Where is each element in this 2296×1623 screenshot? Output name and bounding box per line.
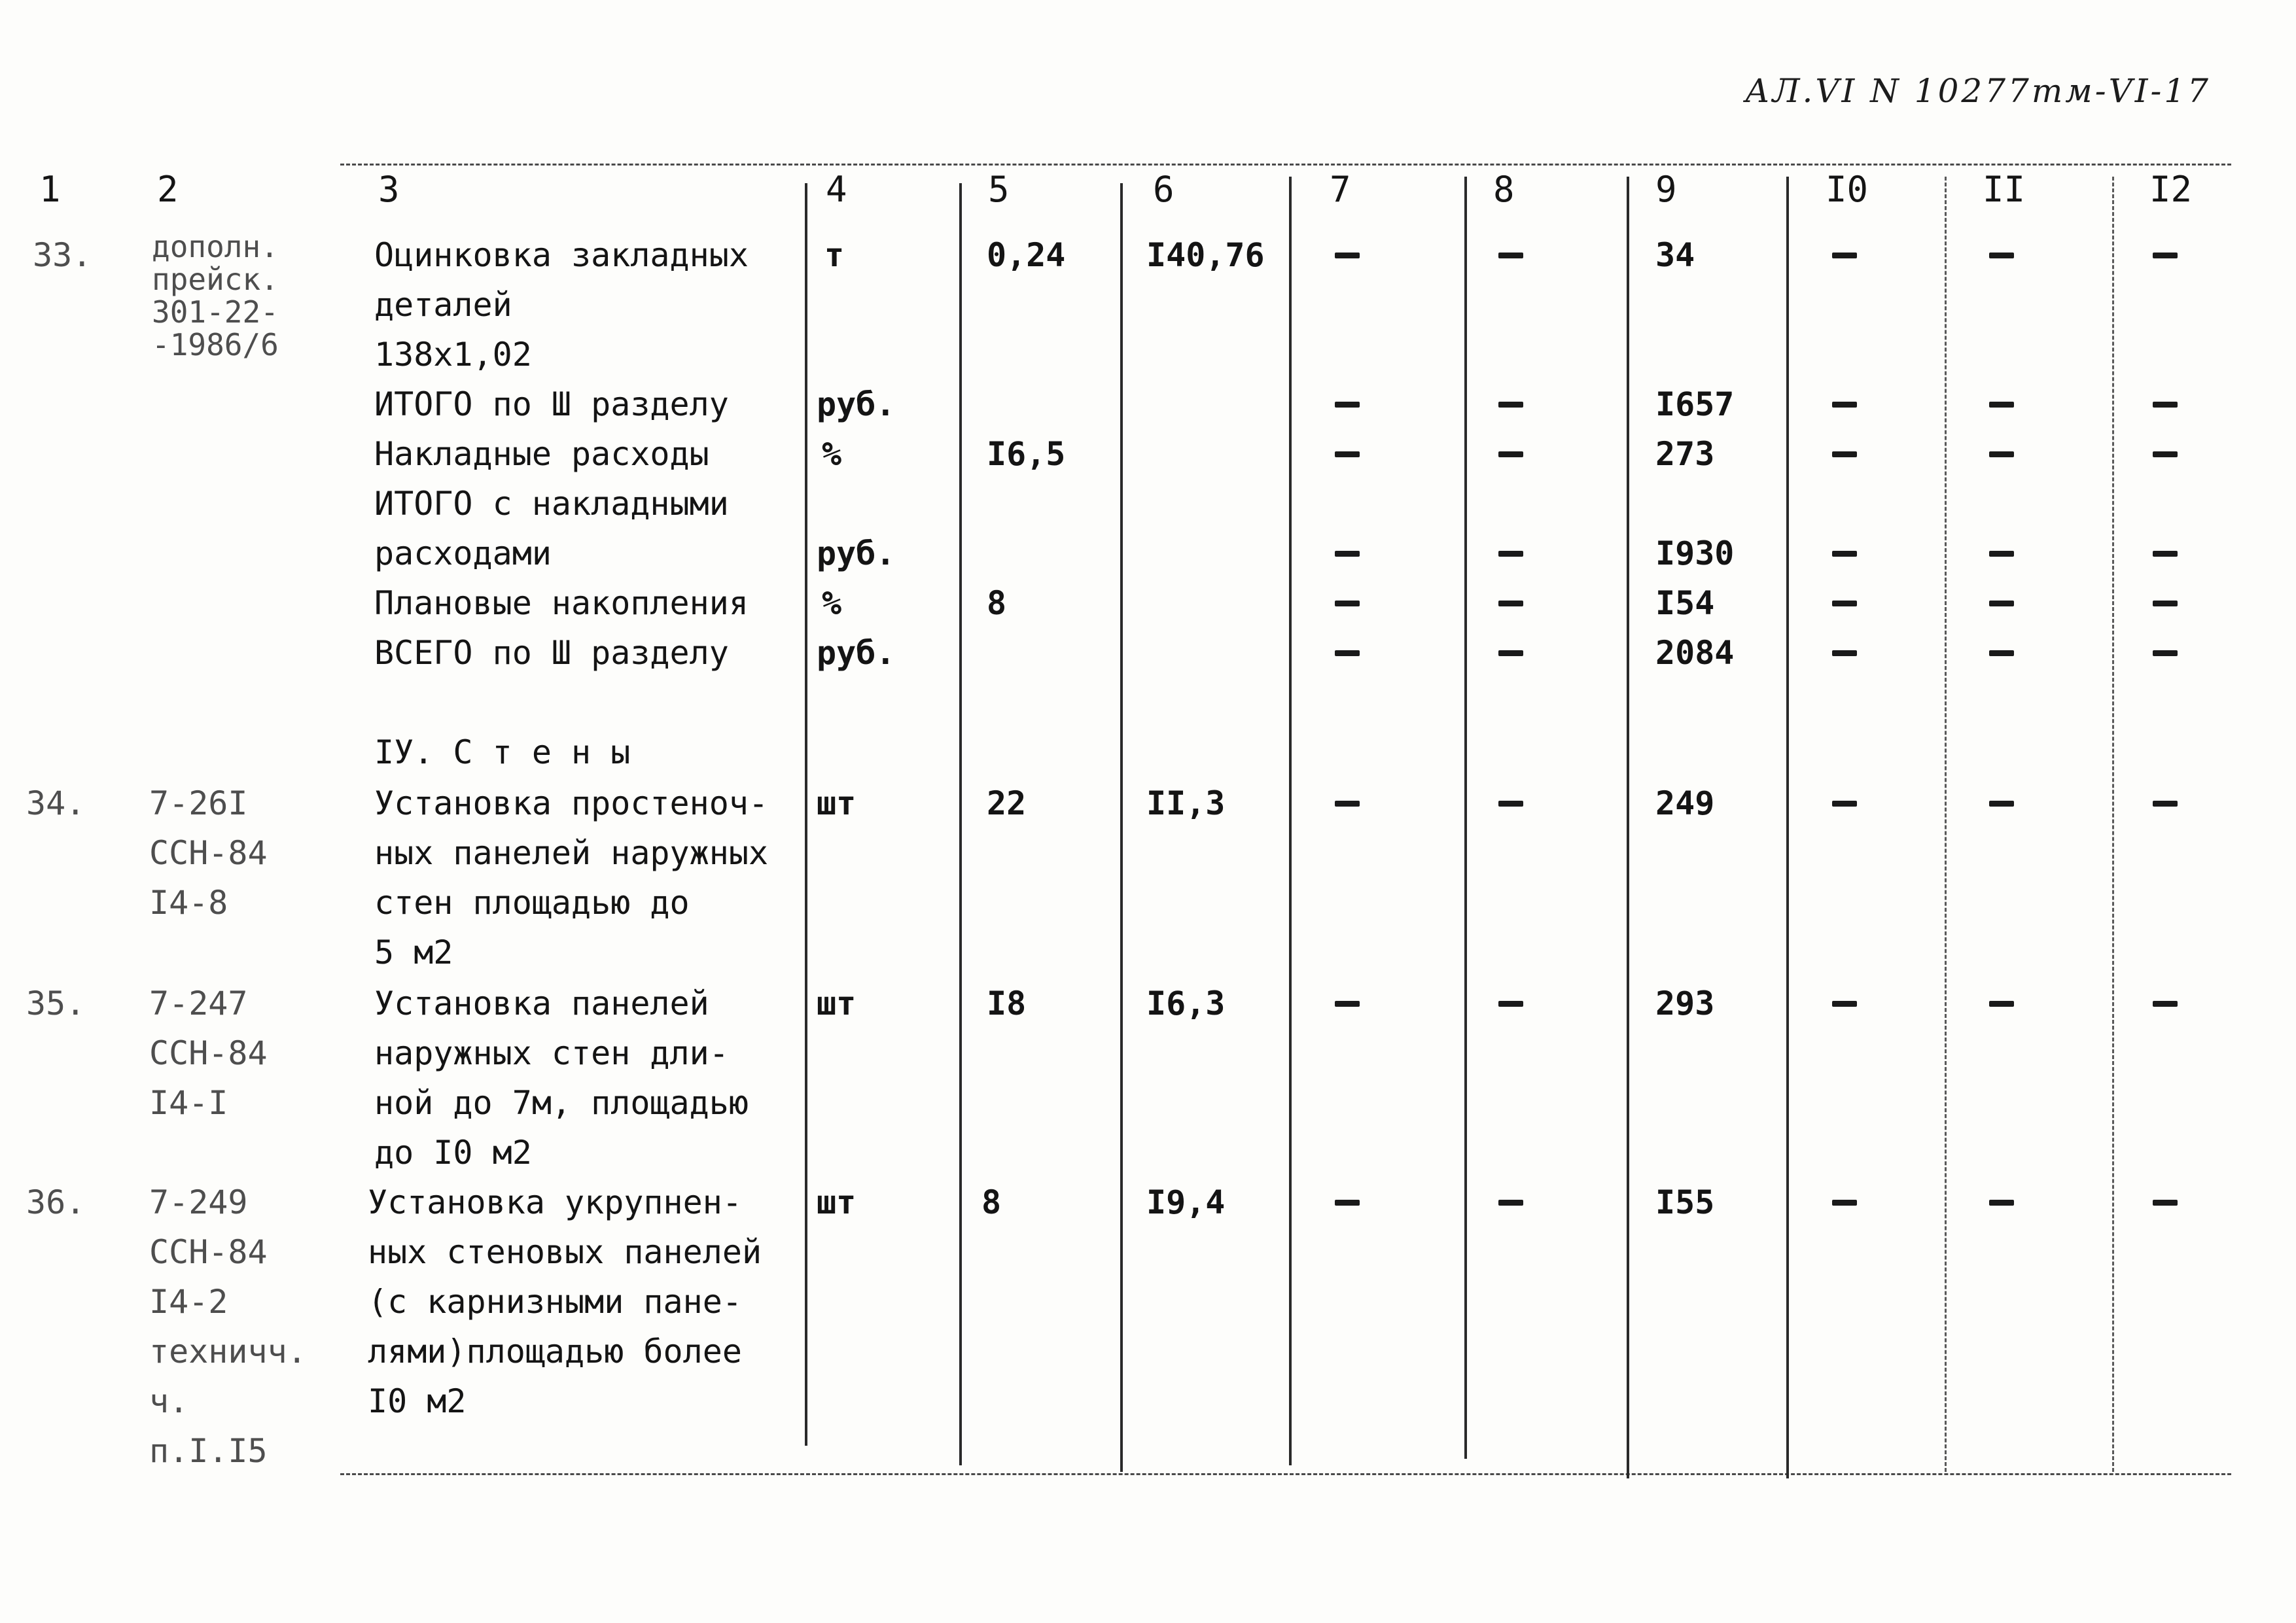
row-unit: % — [822, 435, 842, 473]
dash-mark — [2153, 650, 2178, 656]
row-description: Установка панелей наружных стен дли- ной до 7м, площадью до I0 м2 — [374, 985, 749, 1172]
document-stamp: АЛ.VI N 10277тм-VI-17 — [1744, 72, 2211, 110]
row-col9: 293 — [1655, 985, 1715, 1022]
col-header-11: II — [1983, 169, 2026, 210]
col-header-6: 6 — [1153, 169, 1174, 210]
row-col6: I6,3 — [1146, 985, 1226, 1022]
dash-mark — [1832, 402, 1857, 408]
dash-mark — [1989, 402, 2014, 408]
col-header-9: 9 — [1655, 169, 1677, 210]
row-code: 7-26I ССН-84 I4-8 — [149, 784, 268, 922]
row-col5: 22 — [987, 784, 1027, 822]
dash-mark — [1498, 650, 1523, 656]
col-header-4: 4 — [826, 169, 847, 210]
dash-mark — [1498, 801, 1523, 807]
dash-mark — [1498, 451, 1523, 457]
row-col9: I54 — [1655, 584, 1715, 622]
col-header-8: 8 — [1493, 169, 1515, 210]
dash-mark — [1498, 1001, 1523, 1007]
column-divider — [1464, 177, 1467, 1459]
row-description: Установка простеноч- ных панелей наружных стен площадью до 5 м2 — [374, 784, 769, 971]
dash-mark — [1335, 402, 1360, 408]
dash-mark — [1335, 451, 1360, 457]
dash-mark — [1832, 551, 1857, 557]
dash-mark — [2153, 1001, 2178, 1007]
row-col9: 34 — [1655, 236, 1695, 274]
col-header-10: I0 — [1826, 169, 1869, 210]
dash-mark — [1335, 1001, 1360, 1007]
row-unit: шт — [817, 1183, 857, 1221]
dash-mark — [2153, 253, 2178, 258]
row-unit: т — [824, 236, 845, 274]
dash-mark — [1989, 253, 2014, 258]
row-description: Оцинковка закладных деталей 138х1,02 — [374, 236, 749, 374]
column-divider — [1786, 177, 1789, 1478]
column-divider — [959, 183, 962, 1465]
column-divider — [805, 183, 807, 1446]
column-divider — [1945, 177, 1947, 1472]
row-unit: руб. — [817, 634, 896, 672]
dash-mark — [1335, 551, 1360, 557]
row-unit: руб. — [817, 534, 896, 572]
dash-mark — [1832, 801, 1857, 807]
dash-mark — [1832, 1200, 1857, 1206]
dash-mark — [1335, 650, 1360, 656]
dash-mark — [2153, 402, 2178, 408]
column-divider — [1120, 183, 1123, 1472]
dash-mark — [1498, 1200, 1523, 1206]
row-number: 33. — [33, 236, 92, 274]
dash-mark — [1498, 253, 1523, 258]
row-description: Установка укрупнен- ных стеновых панелей (с карнизными пане- лями)площадью более I0 м2 — [368, 1183, 762, 1420]
dash-mark — [1335, 601, 1360, 606]
dash-mark — [1989, 601, 2014, 606]
row-description: ВСЕГО по Ш разделу — [374, 634, 729, 672]
row-description: Плановые накопления — [374, 584, 749, 622]
col-header-7: 7 — [1330, 169, 1351, 210]
column-divider — [1289, 177, 1292, 1465]
dash-mark — [1989, 551, 2014, 557]
dash-mark — [1832, 601, 1857, 606]
row-number: 34. — [26, 784, 86, 822]
dash-mark — [1335, 1200, 1360, 1206]
row-number: 36. — [26, 1183, 86, 1221]
dash-mark — [1832, 1001, 1857, 1007]
row-unit: руб. — [817, 385, 896, 423]
dash-mark — [1832, 650, 1857, 656]
row-col9: I55 — [1655, 1183, 1715, 1221]
row-code: 7-247 ССН-84 I4-I — [149, 985, 268, 1122]
row-description: Накладные расходы — [374, 435, 709, 473]
row-description: ИТОГО по Ш разделу — [374, 385, 729, 423]
col-header-3: 3 — [378, 169, 400, 210]
row-col5: 8 — [987, 584, 1007, 622]
row-col5: 0,24 — [987, 236, 1066, 274]
row-unit: шт — [817, 985, 857, 1022]
dash-mark — [2153, 551, 2178, 557]
row-col9: I657 — [1655, 385, 1735, 423]
dash-mark — [1989, 1200, 2014, 1206]
row-col9: 273 — [1655, 435, 1715, 473]
col-header-1: 1 — [39, 169, 61, 210]
dash-mark — [2153, 451, 2178, 457]
dash-mark — [1498, 601, 1523, 606]
row-unit: % — [822, 584, 842, 622]
row-col5: I6,5 — [987, 435, 1066, 473]
row-col9: I930 — [1655, 534, 1735, 572]
row-col9: 2084 — [1655, 634, 1735, 672]
dash-mark — [1832, 253, 1857, 258]
row-code: 7-249 ССН-84 I4-2 техничч. ч. п.I.I5 — [149, 1183, 307, 1470]
row-col6: II,3 — [1146, 784, 1226, 822]
row-number: 35. — [26, 985, 86, 1022]
col-header-12: I2 — [2149, 169, 2193, 210]
row-code: дополн. прейск. 301-22- -1986/6 — [152, 229, 279, 362]
dash-mark — [1335, 801, 1360, 807]
dash-mark — [1989, 650, 2014, 656]
col-header-2: 2 — [157, 169, 179, 210]
dash-mark — [1989, 451, 2014, 457]
row-unit: шт — [817, 784, 857, 822]
dash-mark — [1498, 402, 1523, 408]
row-description: ИТОГО с накладными расходами — [374, 485, 729, 572]
dash-mark — [1989, 801, 2014, 807]
row-col6: I9,4 — [1146, 1183, 1226, 1221]
bottom-rule — [340, 1473, 2231, 1475]
column-divider — [1627, 177, 1629, 1478]
dash-mark — [2153, 601, 2178, 606]
dash-mark — [1498, 551, 1523, 557]
column-divider — [2112, 177, 2114, 1472]
row-col9: 249 — [1655, 784, 1715, 822]
top-rule — [340, 164, 2231, 166]
row-col5: I8 — [987, 985, 1027, 1022]
dash-mark — [1335, 253, 1360, 258]
dash-mark — [2153, 801, 2178, 807]
row-col5: 8 — [981, 1183, 1002, 1221]
section-heading: IУ. С т е н ы — [374, 733, 631, 771]
dash-mark — [1832, 451, 1857, 457]
dash-mark — [2153, 1200, 2178, 1206]
col-header-5: 5 — [988, 169, 1010, 210]
dash-mark — [1989, 1001, 2014, 1007]
row-col6: I40,76 — [1146, 236, 1265, 274]
